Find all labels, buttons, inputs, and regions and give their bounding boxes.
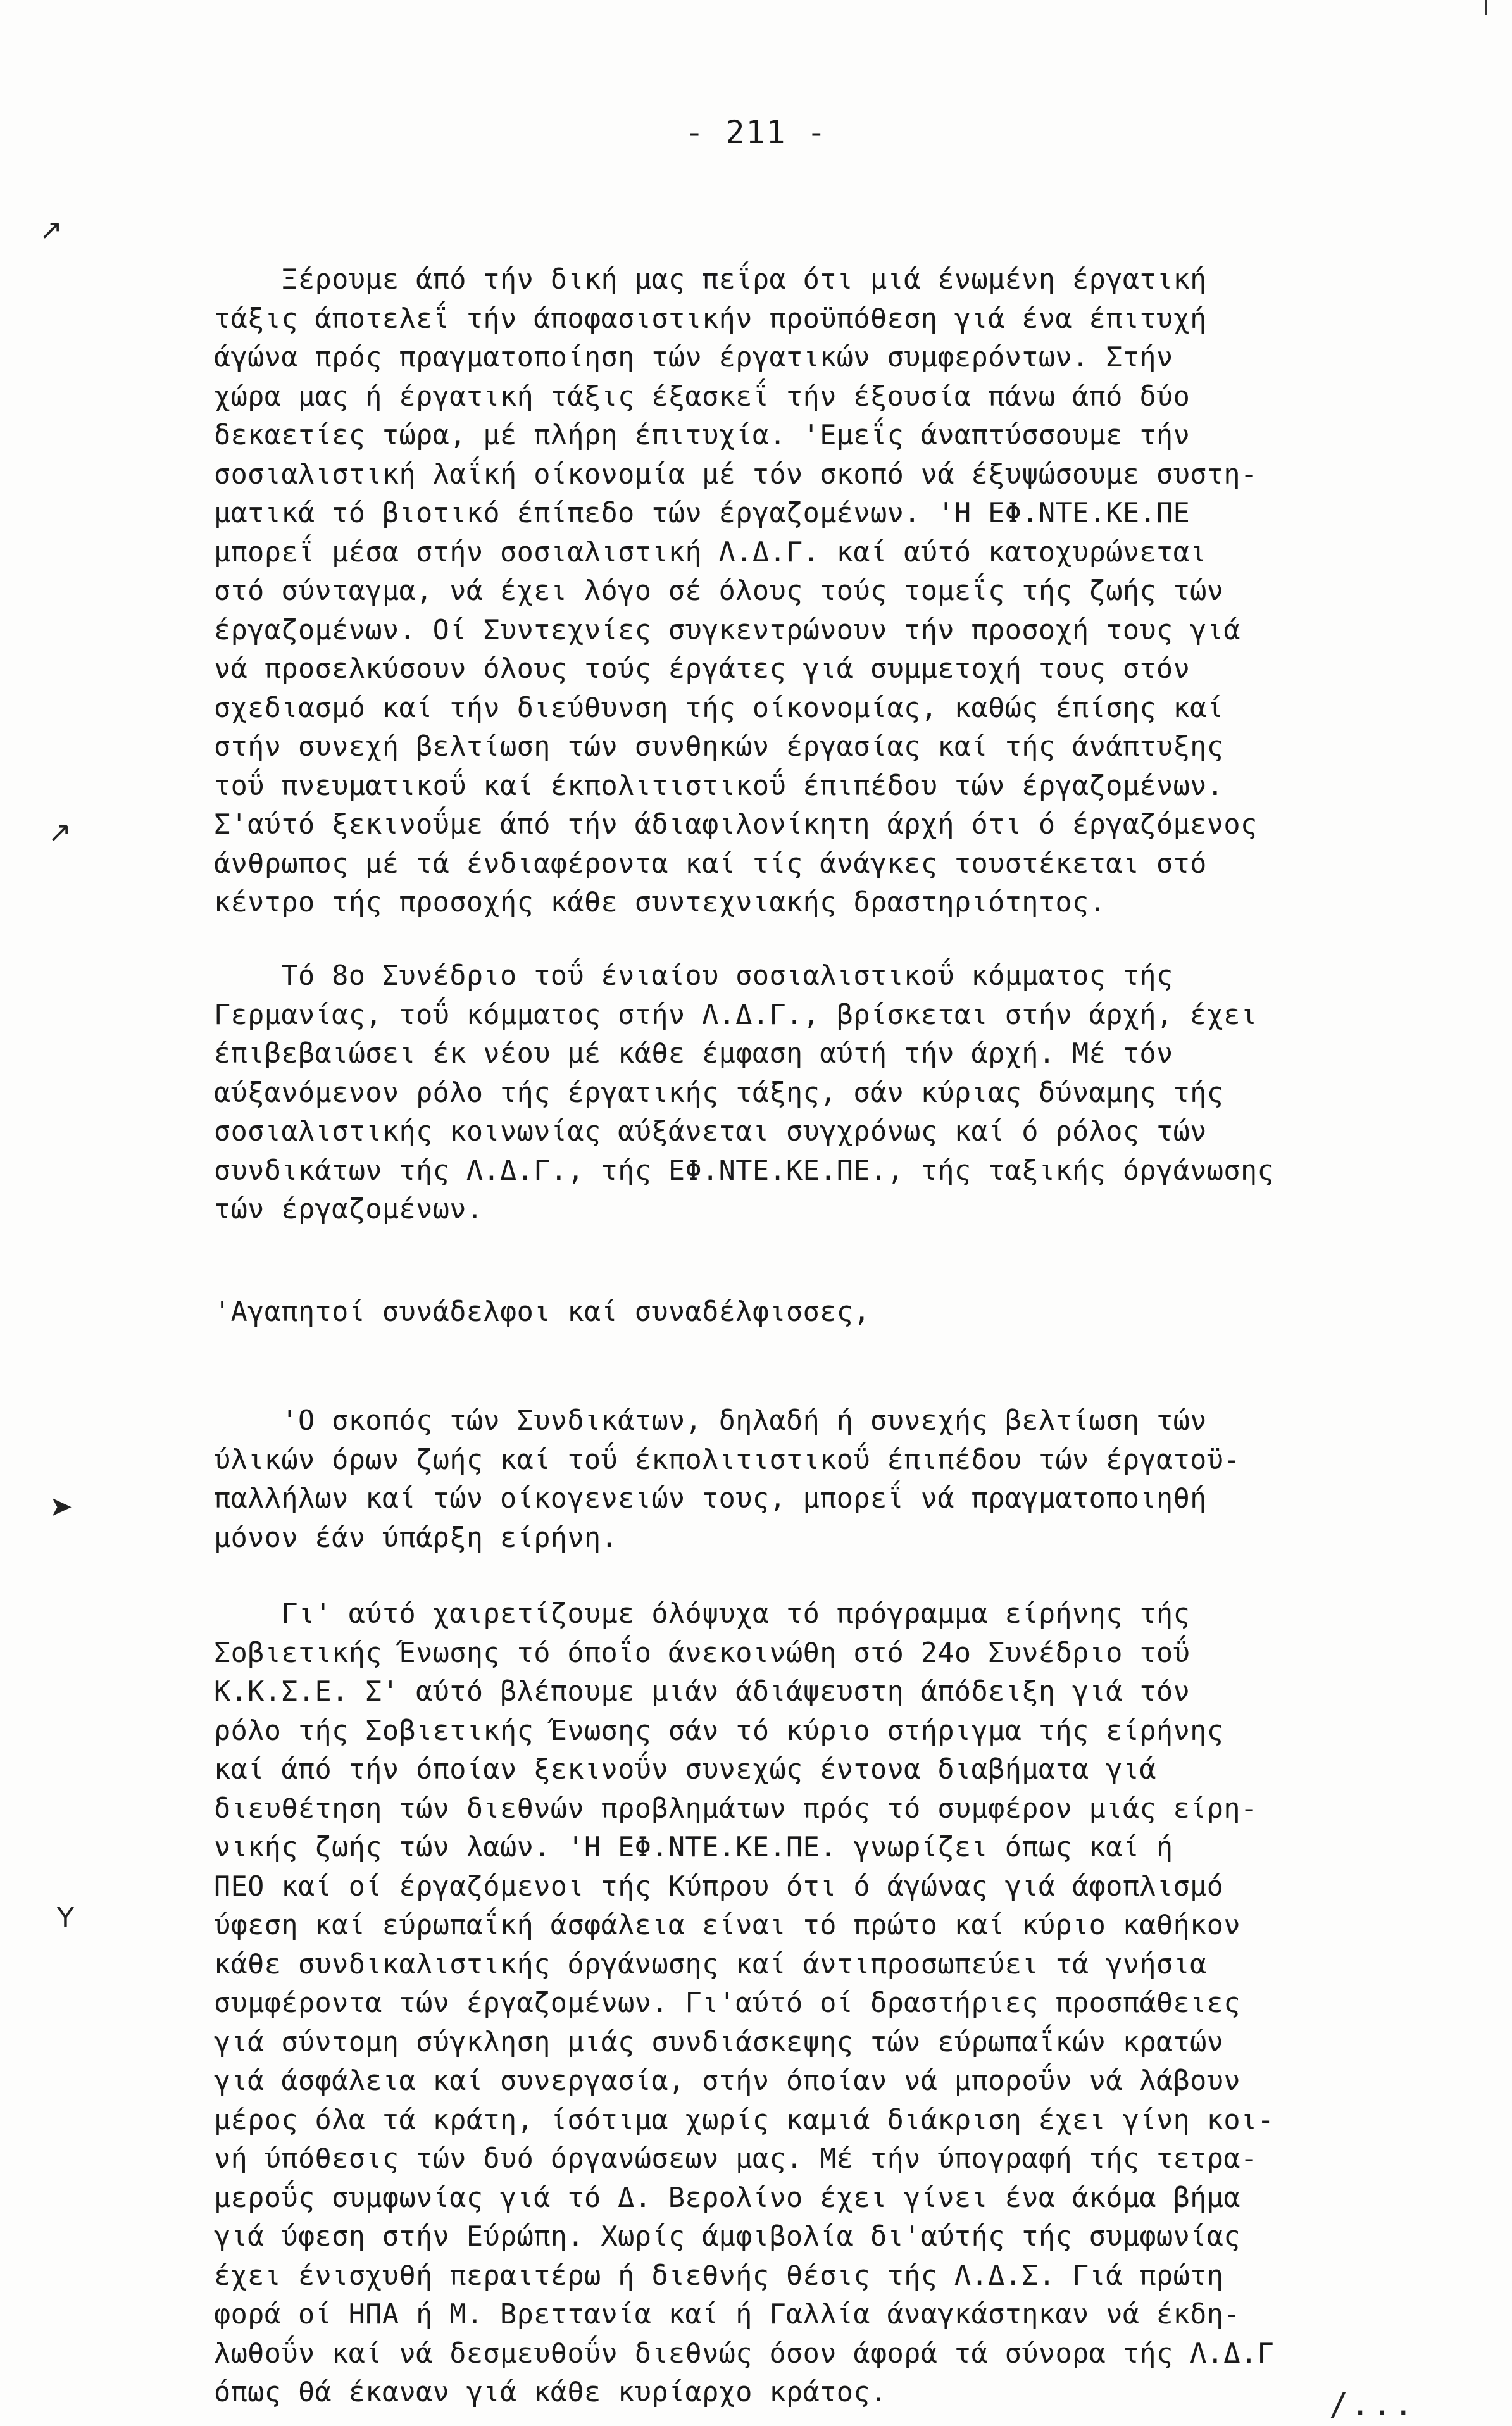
text-line: μεροΰς συμφωνίας γιά τό Δ. Βερολίνο έχει γίνει ένα άκόμα βήμα <box>214 2182 1240 2214</box>
salutation: 'Αγαπητοί συνάδελφοι καί συναδέλφισσες, <box>214 1296 870 1328</box>
text-line: καί άπό τήν όποίαν ξεκινοΰν συνεχώς έντονα διαβήματα γιά <box>214 1754 1156 1785</box>
text-line: τάξις άποτελεΐ τήν άποφασιστικήν προϋπόθεση γιά ένα έπιτυχή <box>214 303 1207 335</box>
page-number: - 211 - <box>685 114 827 151</box>
paragraph-2 <box>214 957 1429 1230</box>
text-line: μόνον έάν ύπάρξη είρήνη. <box>214 1522 618 1554</box>
text-line: άγώνα πρός πραγματοποίηση τών έργατικών συμφερόντων. Στήν <box>214 342 1173 373</box>
text-line: στό σύνταγμα, νά έχει λόγο σέ όλους τούς τομεΐς τής ζωής τών <box>214 575 1224 607</box>
text-line: έχει ένισχυθή περαιτέρω ή διεθνής θέσις τής Λ.Δ.Σ. Γιά πρώτη <box>214 2260 1224 2292</box>
text-line: χώρα μας ή έργατική τάξις έξασκεΐ τήν έξουσία πάνω άπό δύο <box>214 380 1190 413</box>
text-line: 'Ο σκοπός τών Συνδικάτων, δηλαδή ή συνεχής βελτίωση τών <box>214 1405 1207 1437</box>
text-line: διευθέτηση τών διεθνών προβλημάτων πρός τό συμφέρον μιάς είρη- <box>214 1792 1258 1825</box>
text-line: λωθοΰν καί νά δεσμευθοΰν διεθνώς όσον άφορά τά σύνορα τής Λ.Δ.Γ <box>214 2337 1275 2370</box>
text-line: νικής ζωής τών λαών. 'Η ΕΦ.ΝΤΕ.ΚΕ.ΠΕ. γνωρίζει όπως καί ή <box>214 1832 1173 1863</box>
paragraph-1 <box>214 261 1429 923</box>
text-line: Κ.Κ.Σ.Ε. Σ' αύτό βλέπουμε μιάν άδιάψευστη άπόδειξη γιά τόν <box>214 1676 1190 1708</box>
text-line: όπως θά έκαναν γιά κάθε κυρίαρχο κράτος. <box>214 2377 887 2408</box>
margin-mark: ↗ <box>39 214 63 246</box>
text-line: τών έργαζομένων. <box>214 1194 484 1225</box>
text-line: σοσιαλιστική λαΐκή οίκονομία μέ τόν σκοπό νά έξυψώσουμε συστη- <box>214 458 1258 491</box>
text-line: νή ύπόθεσις τών δυό όργανώσεων μας. Μέ τήν ύπογραφή τής τετρα- <box>214 2143 1258 2175</box>
text-line: ύφεση καί εύρωπαΐκή άσφάλεια είναι τό πρώτο καί κύριο καθήκον <box>214 1910 1240 1941</box>
text-line: δεκαετίες τώρα, μέ πλήρη έπιτυχία. 'Εμεΐς άναπτύσσουμε τήν <box>214 420 1190 451</box>
text-line: Ξέρουμε άπό τήν δική μας πεΐρα ότι μιά ένωμένη έργατική <box>214 264 1207 296</box>
margin-mark: ↗ <box>48 816 72 849</box>
paragraph-4 <box>214 1595 1429 2413</box>
text-line: γιά ύφεση στήν Εύρώπη. Χωρίς άμφιβολία δι'αύτής τής συμφωνίας <box>214 2221 1240 2253</box>
text-line: Σ'αύτό ξεκινοΰμε άπό τήν άδιαφιλονίκητη άρχή ότι ό έργαζόμενος <box>214 809 1258 841</box>
text-line: Τό 8ο Συνέδριο τοΰ ένιαίου σοσιαλιστικοΰ κόμματος τής <box>214 960 1173 992</box>
margin-mark: Y <box>57 1902 74 1934</box>
text-line: μέρος όλα τά κράτη, ίσότιμα χωρίς καμιά διάκριση έχει γίνη κοι- <box>214 2104 1275 2136</box>
text-line: γιά άσφάλεια καί συνεργασία, στήν όποίαν νά μποροΰν νά λάβουν <box>214 2065 1240 2097</box>
corner-mark <box>1472 0 1487 15</box>
continuation-mark: /... <box>1329 2386 1416 2423</box>
text-line: έργαζομένων. Οί Συντεχνίες συγκεντρώνουν τήν προσοχή τους γιά <box>214 614 1240 646</box>
text-line: συνδικάτων τής Λ.Δ.Γ., τής ΕΦ.ΝΤΕ.ΚΕ.ΠΕ., τής ταξικής όργάνωσης <box>214 1154 1275 1187</box>
text-line: τοΰ πνευματικοΰ καί έκπολιτιστικοΰ έπιπέδου τών έργαζομένων. <box>214 770 1224 802</box>
text-line: σχεδιασμό καί τήν διεύθυνση τής οίκονομίας, καθώς έπίσης καί <box>214 692 1224 724</box>
text-line: φορά οί ΗΠΑ ή Μ. Βρεττανία καί ή Γαλλία άναγκάστηκαν νά έκδη- <box>214 2299 1240 2330</box>
text-line: ΠΕΟ καί οί έργαζόμενοι τής Κύπρου ότι ό άγώνας γιά άφοπλισμό <box>214 1870 1224 1903</box>
text-line: έπιβεβαιώσει έκ νέου μέ κάθε έμφαση αύτή τήν άρχή. Μέ τόν <box>214 1038 1173 1070</box>
margin-mark: ➤ <box>49 1491 73 1523</box>
text-line: ρόλο τής Σοβιετικής Ένωσης σάν τό κύριο στήριγμα τής είρήνης <box>214 1715 1224 1747</box>
text-line: ύλικών όρων ζωής καί τοΰ έκπολιτιστικοΰ έπιπέδου τών έργατοϋ- <box>214 1444 1240 1476</box>
text-line: συμφέροντα τών έργαζομένων. Γι'αύτό οί δραστήριες προσπάθειες <box>214 1987 1240 2019</box>
text-line: ματικά τό βιοτικό έπίπεδο τών έργαζομένων. 'Η ΕΦ.ΝΤΕ.ΚΕ.ΠΕ <box>214 497 1190 529</box>
text-line: Γερμανίας, τοΰ κόμματος στήν Λ.Δ.Γ., βρίσκεται στήν άρχή, έχει <box>214 999 1258 1031</box>
text-line: γιά σύντομη σύγκληση μιάς συνδιάσκεψης τών εύρωπαΐκών κρατών <box>214 2026 1224 2058</box>
text-line: νά προσελκύσουν όλους τούς έργάτες γιά συμμετοχή τους στόν <box>214 653 1190 685</box>
text-line: μπορεΐ μέσα στήν σοσιαλιστική Λ.Δ.Γ. καί αύτό κατοχυρώνεται <box>214 536 1207 568</box>
text-line: σοσιαλιστικής κοινωνίας αύξάνεται συγχρόνως καί ό ρόλος τών <box>214 1116 1207 1147</box>
text-line: Γι' αύτό χαιρετίζουμε όλόψυχα τό πρόγραμμα είρήνης τής <box>214 1598 1190 1630</box>
text-line: στήν συνεχή βελτίωση τών συνθηκών έργασίας καί τής άνάπτυξης <box>214 731 1224 763</box>
text-line: κέντρο τής προσοχής κάθε συντεχνιακής δραστηριότητος. <box>214 887 1106 918</box>
text-line: άνθρωπος μέ τά ένδιαφέροντα καί τίς άνάγκες τουστέκεται στό <box>214 847 1207 880</box>
text-line: κάθε συνδικαλιστικής όργάνωσης καί άντιπροσωπεύει τά γνήσια <box>214 1948 1207 1980</box>
text-line: παλλήλων καί τών οίκογενειών τους, μπορεΐ νά πραγματοποιηθή <box>214 1483 1207 1515</box>
text-line: Σοβιετικής Ένωσης τό όποΐο άνεκοινώθη στό 24ο Συνέδριο τοΰ <box>214 1637 1190 1669</box>
text-line: αύξανόμενον ρόλο τής έργατικής τάξης, σάν κύριας δύναμης τής <box>214 1077 1224 1109</box>
paragraph-3 <box>214 1402 1429 1558</box>
